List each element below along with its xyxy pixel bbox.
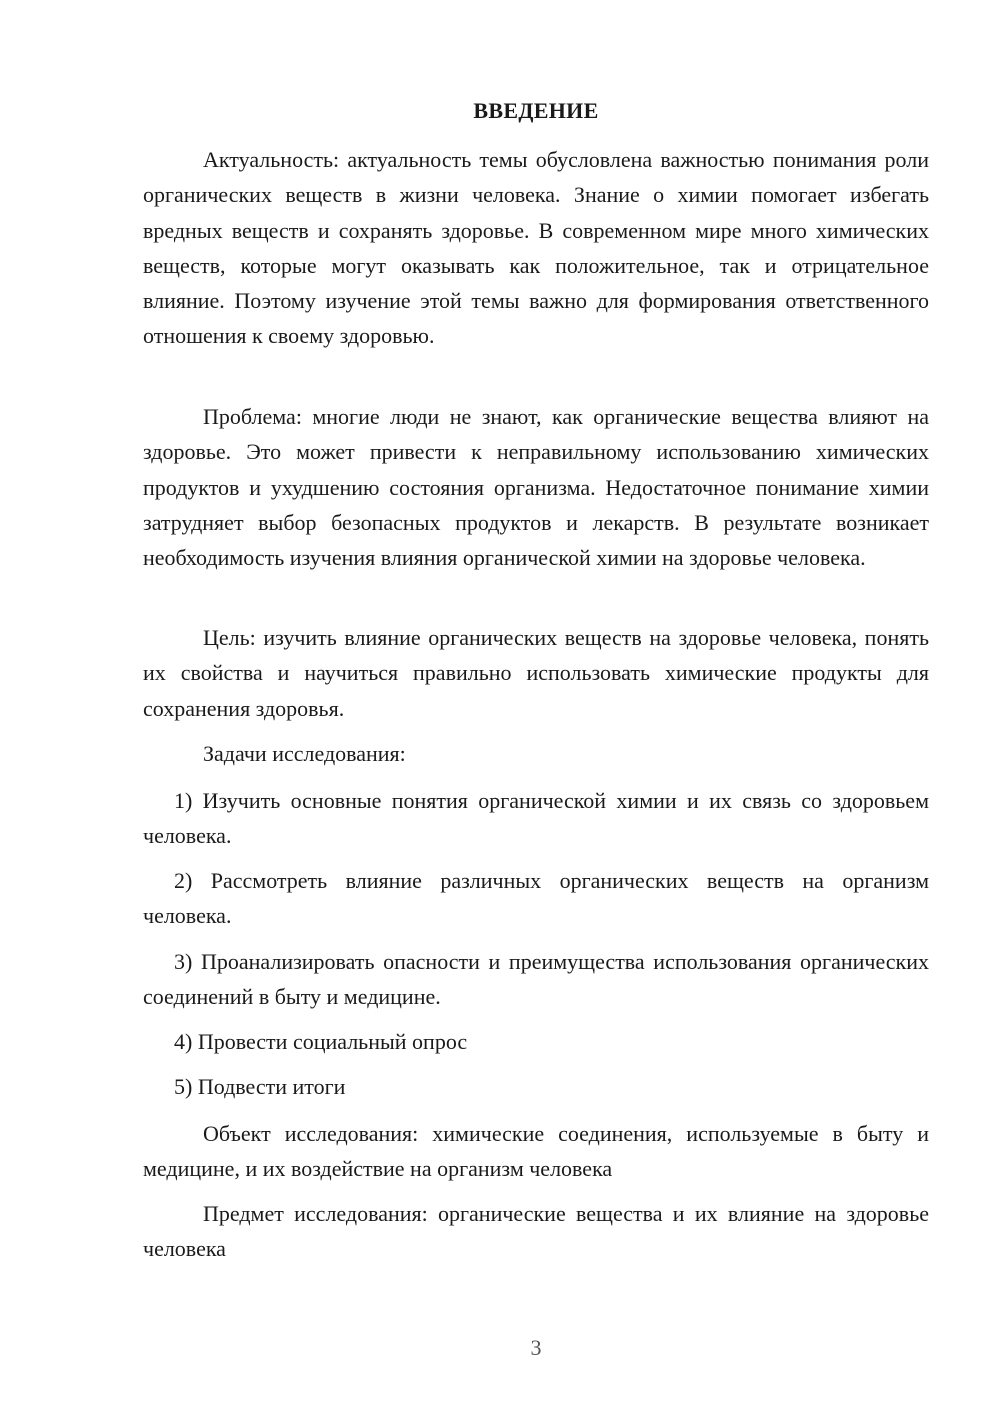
page-number: 3	[530, 1335, 542, 1360]
paragraph-object: Объект исследования: химические соединения, используемые в быту и медицине, и их воздействие на организм человека	[143, 1121, 929, 1182]
paragraph-problem: Проблема: многие люди не знают, как органические вещества влияют на здоровье. Это может привести к неправильному использованию химических продуктов и ухудшению состояния организма. Недостаточное понимание химии затрудняет выбор безопасных продуктов и лекарств. В результате возникает необходимость изучения влияния органической химии на здоровье человека.	[143, 404, 929, 571]
paragraph-subject: Предмет исследования: органические вещества и их влияние на здоровье человека	[143, 1201, 929, 1262]
tasks-heading: Задачи исследования:	[203, 741, 406, 766]
task-item-4: 4) Провести социальный опрос	[174, 1029, 468, 1054]
paragraph-goal: Цель: изучить влияние органических веществ на здоровье человека, понять их свойства и научиться правильно использовать химические продукты для сохранения здоровья.	[143, 625, 929, 721]
task-item-2: 2) Рассмотреть влияние различных органических веществ на организм человека.	[143, 868, 929, 929]
task-item-5: 5) Подвести итоги	[174, 1074, 346, 1099]
page-title: ВВЕДЕНИЕ	[473, 98, 599, 123]
task-item-1: 1) Изучить основные понятия органической химии и их связь со здоровьем человека.	[143, 788, 929, 849]
task-item-3: 3) Проанализировать опасности и преимущества использования органических соединений в быту и медицине.	[143, 949, 929, 1010]
paragraph-relevance: Актуальность: актуальность темы обусловлена важностью понимания роли органических веществ в жизни человека. Знание о химии помогает избегать вредных веществ и сохранять здоровье. В современном мире много химических веществ, которые могут оказывать как положительное, так и отрицательное влияние. Поэтому изучение этой темы важно для формирования ответственного отношения к своему здоровью.	[143, 147, 929, 349]
